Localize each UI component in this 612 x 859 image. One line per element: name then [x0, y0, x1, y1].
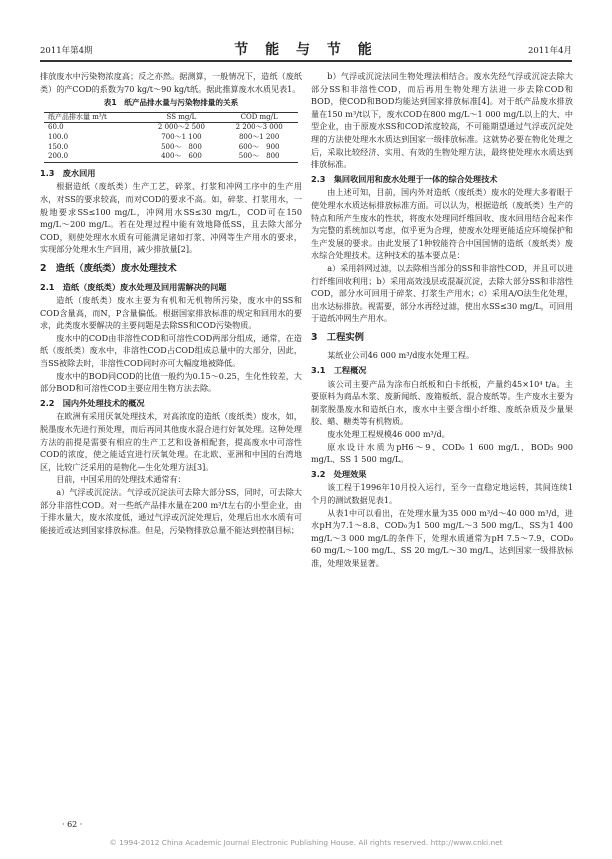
paragraph: b）气浮或沉淀法同生物处理法相结合。废水先经气浮或沉淀去除大部分SS和非溶性COD，而后再用生物处理方法进一步去除COD和BOD，使COD和BOD均能达到国家排放标准[4]。对于纸产品废水排放量在150 m³/t以下，废水COD在800 mg/L～1 000 mg/L以上的大、中型企业，由于原废水SS和COD浓度较高，不可能期望通过气浮或沉淀处理的方法使处理水水质达到国家一级排放标准。这就势必要在物化处理之后，采取比较经济、实用、有效的生物处理方法，最终使处理水水质达到排放标准。 — [311, 71, 573, 170]
data-table — [44, 112, 298, 163]
paragraph: 由上述可知，目前，国内外对造纸（废纸类）废水的处理大多着眼于使处理水水质达标排放标准方面。可以认为，根据造纸（废纸类）生产的特点和所产生废水的性状，将废水处理同纤维回收、废水回用结合起来作为完整的系统加以考虑，似乎更为合理，使废水处理更能适应环境保护和生产发展的要求。由此发展了1种较能符合中国国情的造纸（废纸类）废水综合处理技术。这种技术的基本要点是： — [311, 187, 573, 261]
table-cell: 2 200～3 000 — [235, 123, 283, 132]
section-heading-2-1: 2.1 造纸（废纸类）废水处理及回用需解决的问题 — [40, 281, 227, 292]
table-cell: 700～1 100 — [161, 132, 202, 141]
paragraph: 某纸业公司46 000 m³/d废水处理工程。 — [327, 350, 475, 361]
paragraph: a）采用斜网过滤，以去除相当部分的SS和非溶性COD，并且可以进行纤维回收利用；b）采用高效浅层或混凝沉淀，去除大部分SS和非溶性COD，部分水可回用于碎浆、打浆生产用水；c）采用A/O法生化处理，出水达标排放。视需要，部分水再经过滤，使出水SS≤30 mg/L，可回用于造纸冲网生产用水。 — [311, 262, 573, 324]
paragraph: 目前，中国采用的处理技术通常有： — [56, 474, 186, 485]
right-column — [311, 70, 573, 570]
journal-title: 节 能 与 节 能 — [234, 42, 378, 58]
table-cell: 100.0 — [48, 132, 69, 141]
table-cell: 500～ 800 — [238, 152, 280, 161]
section-heading-3: 3 工程实例 — [311, 331, 364, 343]
table-row — [44, 143, 298, 153]
paragraph: 原水设计水质为pH6～9、COD₀ 1 600 mg/L、BOD₅ 900 mg/L、SS 1 500 mg/L。 — [311, 441, 573, 465]
table-cell: 600～ 900 — [238, 142, 280, 151]
date-label: 2011年4月 — [527, 46, 572, 56]
table-cell: 150.0 — [48, 142, 69, 151]
running-header — [40, 42, 572, 62]
paragraph: 在欧洲有采用厌氧处理技术，对高浓度的造纸（废纸类）废水，如，脱墨废水先进行预处理，而后再同其他废水混合进行好氧处理。这种处理方法的前提是需要有相应的生产工艺和设备相配套，提高废水中可溶性COD的浓度，使之能适宜进行厌氧处理。在北欧、亚洲和中国的台湾地区，比较广泛采用的是物化—生化处理方法[3]。 — [40, 411, 302, 472]
table-caption: 表1 纸产品排水量与污染物排量的关系 — [103, 98, 239, 108]
table-cell: 2 000～2 500 — [157, 123, 205, 132]
table-cell: 200.0 — [48, 152, 69, 161]
table-cell: 800～1 200 — [238, 132, 280, 141]
paragraph: 该工程于1996年10月投入运行，至今一直稳定地运转，其间连续1个月的测试数据见表1。 — [311, 482, 573, 505]
table-row — [44, 133, 298, 143]
table-row — [44, 152, 298, 162]
section-heading-1-3: 1.3 废水回用 — [40, 167, 96, 178]
paragraph: 造纸（废纸类）废水主要为有机和无机物所污染，废水中的SS和COD含量高，而N，P含量偏低。根据国家排放标准的规定和回用水的要求，此类废水要解决的主要问题是去除SS和COD污染物质。 — [40, 295, 302, 331]
paragraph: 排放废水中污染物浓度高；反之亦然。据测算，一般情况下，造纸（废纸类）的产COD的系数为70 kg/t～90 kg/t纸。据此推算废水水质见表1。 — [40, 71, 302, 94]
section-heading-2-2: 2.2 国内外处理技术的概况 — [40, 397, 145, 408]
section-heading-2-3: 2.3 集回收回用和废水处理于一体的综合处理技术 — [311, 173, 498, 184]
table-row — [44, 123, 298, 133]
table-cell: 400～ 600 — [161, 152, 202, 161]
table-header: COD mg/L — [220, 112, 298, 123]
paragraph: 根据造纸（废纸类）生产工艺，碎浆、打浆和冲网工序中的生产用水，对SS的要求较高，而对COD的要求不高。如，碎浆、打浆用水，一般地要求SS≤100 mg/L，冲网用水SS≤30 mg/L，COD可在150 mg/L～200 mg/L。若在处理过程中能有效地降低SS，且去除大部分COD，则使处理水水质有可能满足诸如打浆、冲网等生产用水的要求，实现部分处理水生产回用，减少排放量[2]。 — [40, 181, 302, 255]
table-header: SS mg/L — [143, 112, 221, 123]
paragraph: 废水中的BOD同COD的比值一般约为0.15～0.25，生化性较差，大部分BOD和可溶性COD主要应用生物方法去除。 — [40, 370, 302, 394]
page-number: · 62 · — [62, 820, 83, 829]
paragraph: a）气浮或沉淀法。气浮或沉淀法可去除大部分SS，同时，可去除大部分非溶性COD。对一些纸产品排水量在200 m³/t左右的小型企业，由于排水量大，废水浓度低，通过气浮或沉淀处理后，处理后出水水质有可能接近或达到国家排放标准。但是，污染物排放总量不能达到控制目标； — [40, 487, 302, 535]
section-heading-3-2: 3.2 处理效果 — [311, 468, 367, 479]
table-cell: 500～ 800 — [161, 142, 202, 151]
paragraph: 从表1中可以看出，在处理水量为35 000 m³/d～40 000 m³/d，进水pH为7.1～8.8、COD₀为1 500 mg/L～3 500 mg/L、SS为1 400 mg/L～3 000 mg/L的条件下，处理水质通常为pH 7.5～7.9、COD₀ 60 mg/L～100 mg/L、SS 20 mg/L～30 mg/L，达到国家一级排放标准，处理效果显著。 — [311, 507, 573, 568]
issue-label: 2011年第4期 — [40, 46, 93, 56]
table-cell: 60.0 — [48, 123, 64, 132]
left-column — [40, 70, 302, 536]
table-header: 纸产品排水量 m³/t — [44, 112, 143, 123]
paragraph: 废水中的COD由非溶性COD和可溶性COD两部分组成，通常，在造纸（废纸类）废水中，非溶性COD占COD组成总量中的大部分，因此，当SS被除去时，非溶性COD同时亦可大幅度地被降低。 — [40, 332, 302, 369]
paragraph: 该公司主要产品为涂布白纸板和白卡纸板，产量约45×10⁴ t/a。主要原料为商品木浆、废新闻纸、废箱板纸、混合废纸等。生产废水主要为制浆脱墨废水和造纸白水，废水中主要含细小纤维、废纸杂质及少量果胶、蜡、糖类等有机物质。 — [311, 378, 573, 427]
copyright-footer: © 1994-2012 China Academic Journal Electronic Publishing House. All rights reserved. http://www.cnki.net — [109, 838, 503, 847]
section-heading-3-1: 3.1 工程概况 — [311, 365, 367, 376]
paragraph: 废水处理工程规模46 000 m³/d。 — [327, 429, 450, 440]
section-heading-2: 2 造纸（废纸类）废水处理技术 — [40, 262, 177, 274]
table-header-row — [44, 112, 298, 123]
